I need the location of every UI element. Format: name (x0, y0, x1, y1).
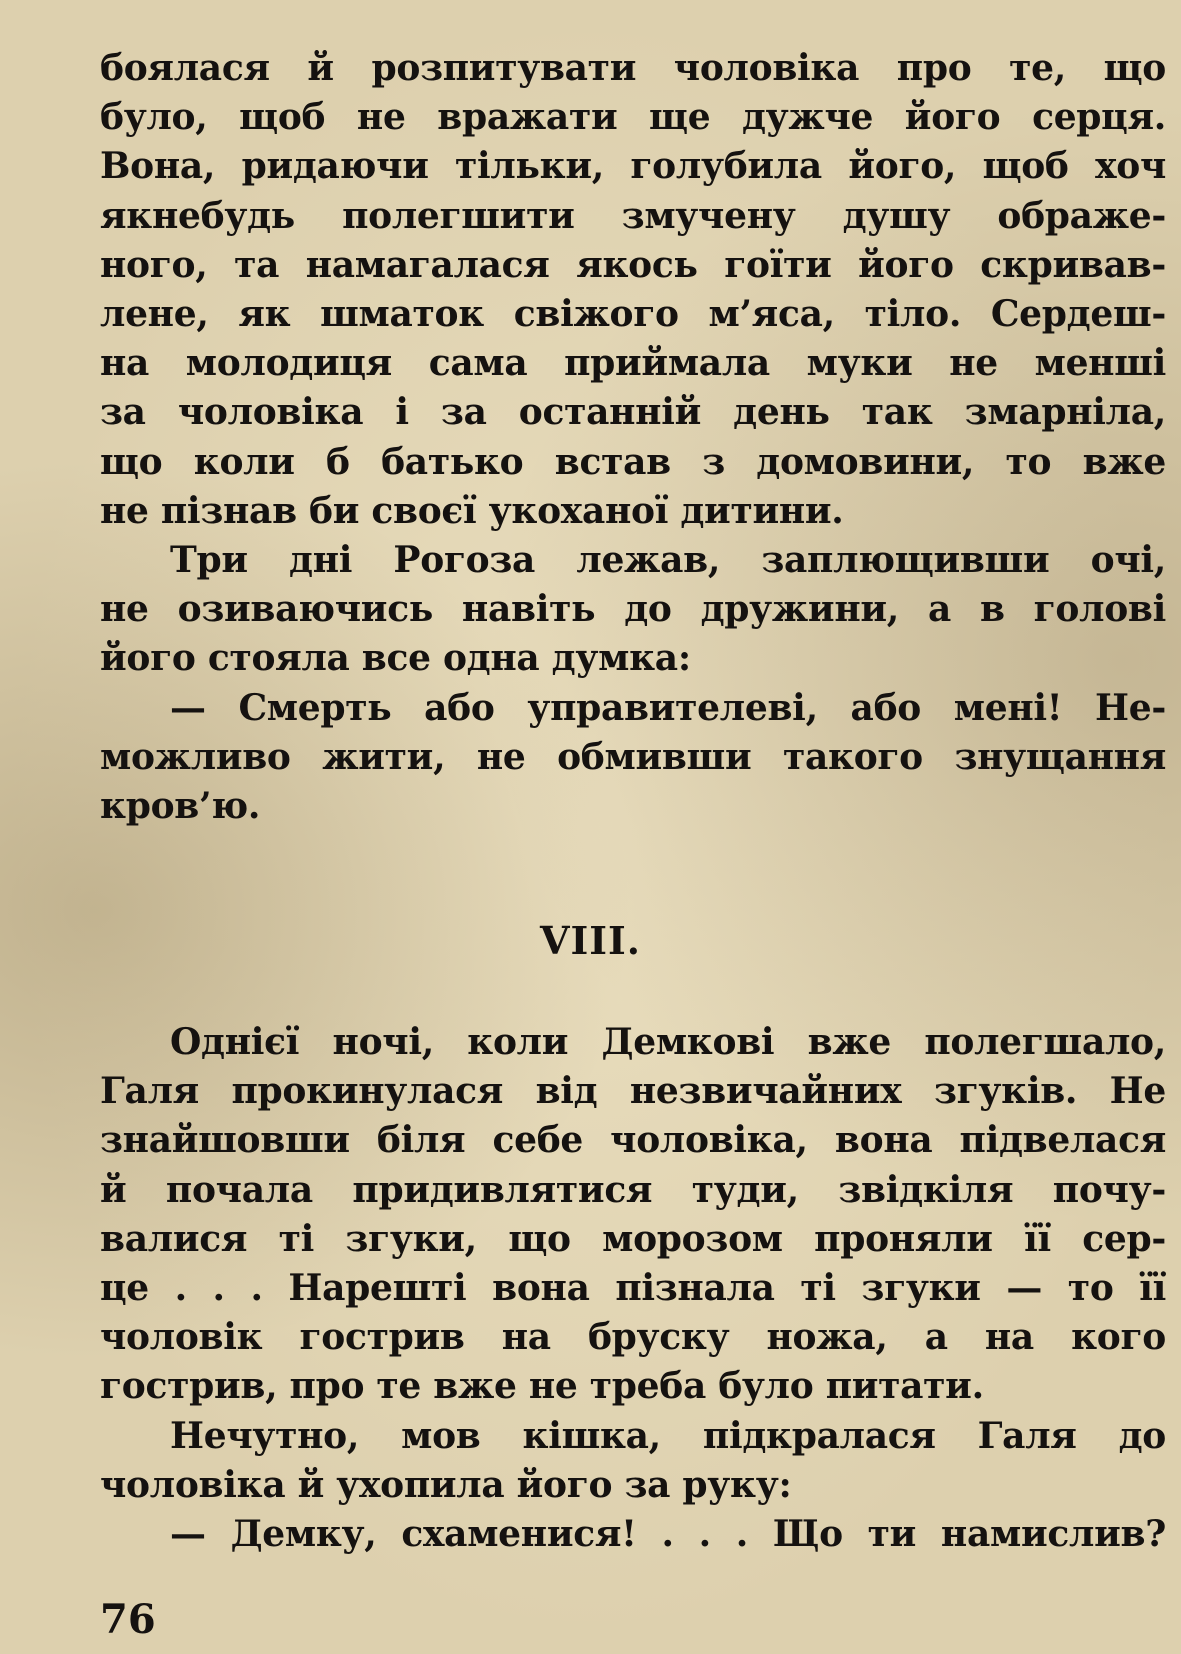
paragraph (100, 536, 1166, 684)
page-number: 76 (100, 1596, 156, 1643)
chapter-heading: VIII. (539, 918, 642, 963)
text-line: це . . . Нарешті вона пізнала ті згуки — то її (100, 1267, 1166, 1310)
text-line: гострив, про те вже не треба було питати. (100, 1365, 984, 1408)
text-line: кров’ю. (100, 785, 261, 828)
text-line: його стояла все одна думка: (100, 637, 691, 680)
paragraph (100, 1510, 1166, 1559)
text-line: Нечутно, мов кішка, підкралася Галя до (170, 1414, 1166, 1457)
text-block-top (100, 44, 1166, 831)
text-line: Однієї ночі, коли Демкові вже полегшало, (170, 1021, 1166, 1063)
text-line: боялася й розпитувати чоловіка про те, що (100, 47, 1166, 89)
text-line: чоловік гострив на бруску ножа, а на кого (100, 1316, 1166, 1359)
text-line: Вона, ридаючи тільки, голубила його, щоб хоч (100, 145, 1166, 188)
text-line: не озиваючись навіть до дружини, а в голові (100, 588, 1166, 631)
text-line: було, щоб не вражати ще дужче його серця. (100, 96, 1166, 139)
text-line: Три дні Рогоза лежав, заплющивши очі, (170, 539, 1166, 582)
text-line: — Демку, схаменися! . . . Що ти намислив? (170, 1513, 1166, 1556)
text-line: й почала придивлятися туди, звідкіля почу- (100, 1168, 1166, 1211)
text-line: валися ті згуки, що морозом проняли її сер- (100, 1217, 1166, 1260)
paragraph (100, 44, 1166, 536)
paragraph (100, 1412, 1166, 1510)
text-line: ного, та намагалася якось гоїти його скривав- (100, 243, 1166, 286)
text-line: на молодиця сама приймала муки не менші (100, 342, 1166, 385)
text-line: що коли б батько встав з домовини, то вже (100, 440, 1166, 483)
text-line: лене, як шматок свіжого м’яса, тіло. Сердеш- (100, 293, 1166, 336)
paragraph (100, 684, 1166, 832)
text-line: за чоловіка і за останній день так змарніла, (100, 391, 1166, 434)
text-block-bottom (100, 1018, 1166, 1559)
text-line: знайшовши біля себе чоловіка, вона підвелася (100, 1119, 1166, 1162)
paragraph (100, 1018, 1166, 1412)
text-line: не пізнав би своєї укоханої дитини. (100, 489, 844, 532)
text-line: — Смерть або управителеві, або мені! Не- (170, 686, 1166, 729)
text-line: можливо жити, не обмивши такого знущання (100, 735, 1166, 778)
text-line: якнебудь полегшити змучену душу ображе- (100, 194, 1166, 237)
text-line: Галя прокинулася від незвичайних згуків. Не (100, 1070, 1166, 1113)
text-line: чоловіка й ухопила його за руку: (100, 1463, 792, 1506)
